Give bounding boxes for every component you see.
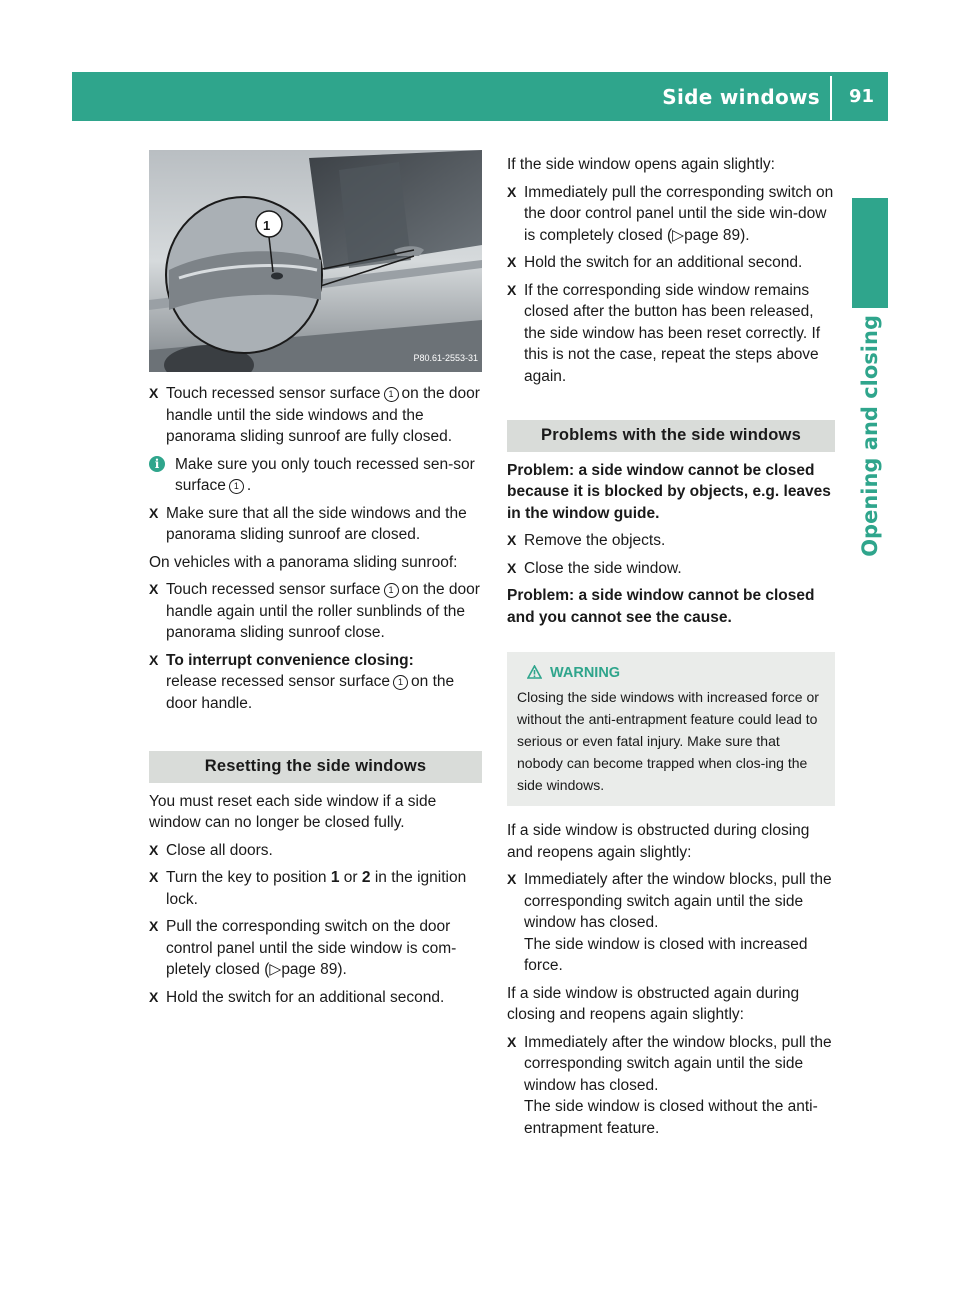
paragraph-panorama: On vehicles with a panorama sliding sunroof: xyxy=(149,553,458,571)
step-turn-key: X Turn the key to position 1 or 2 in the ignition lock. xyxy=(149,869,467,908)
page-reference-link[interactable]: page 89 xyxy=(684,226,741,244)
callout-1-icon: 1 xyxy=(229,479,244,494)
callout-1-icon: 1 xyxy=(393,675,408,690)
step-remove-objects: X Remove the objects. xyxy=(507,530,835,552)
problem-blocked-by-objects: Problem: a side window cannot be closed because it is blocked by objects, e.g. leaves in the window guide. xyxy=(507,461,831,522)
step-pull-after-block-again: X Immediately after the window blocks, pull the corresponding switch again until the side window has closed. The side window is closed without the anti-entrapment feature. xyxy=(507,1033,832,1137)
paragraph-reset: You must reset each side window if a side window can no longer be closed fully. xyxy=(149,792,437,831)
step-arrow-icon: X xyxy=(507,281,517,298)
page-title: Side windows xyxy=(662,85,820,109)
callout-1-icon: 1 xyxy=(384,387,399,402)
paragraph-obstructed-again: If a side window is obstructed again during closing and reopens again slightly: xyxy=(507,984,800,1023)
step-result: The side window is closed with increased force. xyxy=(524,935,808,974)
step-result: The side window is closed without the anti-entrapment feature. xyxy=(524,1098,818,1137)
step-close-doors: X Close all doors. xyxy=(149,840,482,862)
step-arrow-icon: X xyxy=(507,183,517,200)
warning-triangle-icon xyxy=(527,665,542,679)
step-arrow-icon: X xyxy=(149,869,159,885)
page-number: 91 xyxy=(848,86,874,107)
step-arrow-icon: X xyxy=(149,918,159,934)
figure-callout-1: 1 xyxy=(263,218,271,233)
warning-text: Closing the side windows with increased force or without the anti-entrapment feature could lead to serious or even fatal injury. Make sure that nobody can become trapped when clos-ing the side windows. xyxy=(517,689,819,793)
step-touch-sensor: X Touch recessed sensor surface 1 on the door handle until the side windows and the panorama sliding sunroof are fully closed. xyxy=(149,385,480,445)
step-close-window: X Close the side window. xyxy=(507,558,835,580)
car-door-illustration xyxy=(149,150,482,372)
step-pull-switch-immediately: X Immediately pull the corresponding switch on the door control panel until the side win-dow is completely closed (▷page 89). xyxy=(507,183,834,244)
paragraph-obstructed: If a side window is obstructed during closing and reopens again slightly: xyxy=(507,822,810,861)
step-hold-switch-right: X Hold the switch for an additional second. xyxy=(507,252,835,274)
left-column xyxy=(149,150,482,1014)
step-pull-after-block: X Immediately after the window blocks, pull the corresponding switch again until the side window has closed. The side window is closed with increased force. xyxy=(507,871,832,974)
door-handle-figure xyxy=(149,150,482,372)
step-window-remains-closed: X If the corresponding side window remains closed after the button has been released, the side window has been reset correctly. If this is not the case, repeat the steps above again. xyxy=(507,281,821,385)
step-touch-sensor-again: X Touch recessed sensor surface 1 on the door handle again until the roller sunblinds of the panorama sliding sunroof close. xyxy=(149,581,480,641)
page-reference-link[interactable]: page 89 xyxy=(281,961,338,978)
problem-unknown-cause: Problem: a side window cannot be closed and you cannot see the cause. xyxy=(507,587,815,626)
step-arrow-icon: X xyxy=(507,559,517,576)
step-arrow-icon: X xyxy=(149,651,159,668)
step-arrow-icon: X xyxy=(149,385,159,401)
step-arrow-icon: X xyxy=(149,504,159,521)
step-hold-switch: X Hold the switch for an additional second. xyxy=(149,987,482,1009)
info-icon: i xyxy=(149,456,165,472)
step-arrow-icon: X xyxy=(507,1033,517,1050)
step-pull-switch: X Pull the corresponding switch on the door control panel until the side window is com-pletely closed (▷page 89). xyxy=(149,918,457,978)
info-note: i Make sure you only touch recessed sen-sor surface 1 . xyxy=(149,454,482,497)
step-arrow-icon: X xyxy=(149,841,159,858)
page-ref-arrow-icon: ▷ xyxy=(672,226,685,244)
section-heading-problems: Problems with the side windows xyxy=(507,420,835,452)
warning-title: WARNING xyxy=(517,662,827,684)
step-make-sure-closed: X Make sure that all the side windows and the panorama sliding sunroof are closed. xyxy=(149,504,467,543)
header-divider xyxy=(830,76,832,120)
step-arrow-icon: X xyxy=(507,871,517,887)
step-arrow-icon: X xyxy=(149,581,159,597)
step-interrupt-closing: X To interrupt convenience closing: release recessed sensor surface 1 on the door handle. xyxy=(149,651,455,712)
callout-1-icon: 1 xyxy=(384,583,399,598)
warning-box xyxy=(507,652,835,806)
page-header xyxy=(72,72,888,121)
figure-code: P80.61-2553-31 xyxy=(413,352,478,363)
chapter-label xyxy=(852,315,888,775)
paragraph-opens-again: If the side window opens again slightly: xyxy=(507,156,775,173)
chapter-label-text: Opening and closing xyxy=(858,315,882,557)
step-arrow-icon: X xyxy=(149,988,159,1005)
chapter-tab xyxy=(852,198,888,308)
right-column xyxy=(507,150,835,1145)
step-arrow-icon: X xyxy=(507,532,517,548)
step-arrow-icon: X xyxy=(507,254,517,270)
section-heading-resetting: Resetting the side windows xyxy=(149,751,482,783)
page-ref-arrow-icon: ▷ xyxy=(269,961,282,978)
